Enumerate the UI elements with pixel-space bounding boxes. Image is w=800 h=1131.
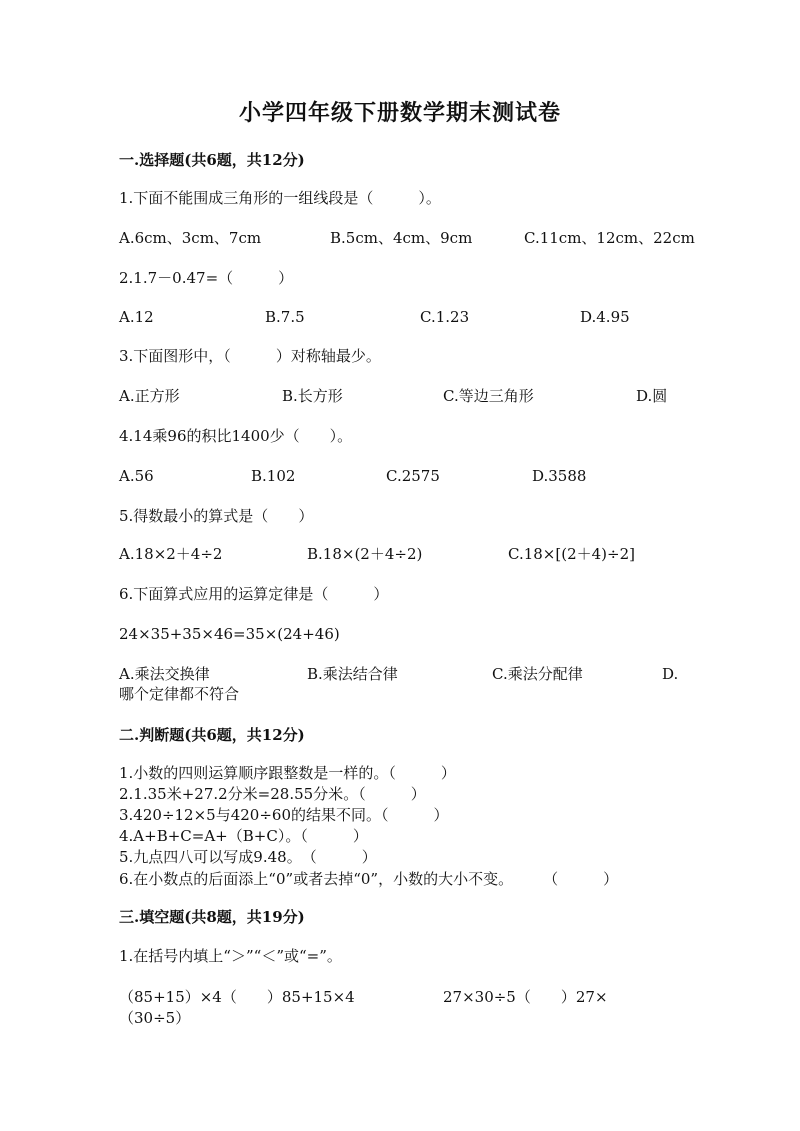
section-heading-judge: 二.判断题(共6题，共12分) — [119, 726, 305, 744]
question-stem: 4.14乘96的积比1400少（ ）。 — [119, 427, 353, 445]
option-c: C.等边三角形 — [443, 387, 534, 405]
question-stem: 5.得数最小的算式是（ ） — [119, 507, 314, 525]
option-d: D.圆 — [636, 387, 668, 405]
option-a: A.12 — [119, 308, 154, 326]
option-b: B.乘法结合律 — [307, 665, 398, 683]
judge-item: 6.在小数点的后面添上“0”或者去掉“0”，小数的大小不变。 （ ） — [119, 870, 619, 888]
judge-item: 4.A+B+C=A+（B+C）。（ ） — [119, 827, 368, 845]
option-b: B.18×(2＋4÷2) — [307, 545, 423, 563]
option-b: B.5cm、4cm、9cm — [330, 229, 473, 247]
question-expression: 24×35+35×46=35×(24+46) — [119, 625, 340, 643]
option-c: C.1.23 — [420, 308, 470, 326]
option-a: A.乘法交换律 — [119, 665, 210, 683]
page-title: 小学四年级下册数学期末测试卷 — [238, 100, 561, 126]
judge-item: 1.小数的四则运算顺序跟整数是一样的。（ ） — [119, 764, 456, 782]
question-stem: 1.在括号内填上“＞”“＜”或“=”。 — [119, 947, 342, 965]
option-a: A.6cm、3cm、7cm — [119, 229, 262, 247]
judge-item: 2.1.35米+27.2分米=28.55分米。（ ） — [119, 785, 426, 803]
fill-expression-right: 27×30÷5（ ）27× — [443, 988, 608, 1006]
option-c: C.2575 — [386, 467, 440, 485]
section-heading-choice: 一.选择题(共6题，共12分) — [119, 151, 305, 169]
judge-item: 3.420÷12×5与420÷60的结果不同。（ ） — [119, 806, 449, 824]
judge-item: 5.九点四八可以写成9.48。 （ ） — [119, 848, 377, 866]
option-a: A.18×2＋4÷2 — [119, 545, 223, 563]
option-d-text: 哪个定律都不符合 — [119, 685, 240, 703]
option-c: C.18×[(2＋4)÷2] — [508, 545, 635, 563]
question-stem: 1.下面不能围成三角形的一组线段是（ ）。 — [119, 189, 441, 207]
question-stem: 2.1.7－0.47=（ ） — [119, 269, 294, 287]
option-c: C.乘法分配律 — [492, 665, 583, 683]
fill-expression-left: （85+15）×4（ ）85+15×4 — [119, 988, 355, 1006]
option-a: A.56 — [119, 467, 154, 485]
option-b: B.长方形 — [282, 387, 343, 405]
option-b: B.7.5 — [265, 308, 305, 326]
option-d: D. — [662, 665, 679, 683]
option-d: D.3588 — [532, 467, 587, 485]
option-d: D.4.95 — [580, 308, 630, 326]
option-c: C.11cm、12cm、22cm — [524, 229, 695, 247]
option-b: B.102 — [251, 467, 296, 485]
section-heading-fill: 三.填空题(共8题，共19分) — [119, 908, 305, 926]
question-stem: 6.下面算式应用的运算定律是（ ） — [119, 585, 389, 603]
option-a: A.正方形 — [119, 387, 180, 405]
fill-expression-wrap: （30÷5） — [119, 1009, 191, 1027]
question-stem: 3.下面图形中，（ ）对称轴最少。 — [119, 347, 381, 365]
